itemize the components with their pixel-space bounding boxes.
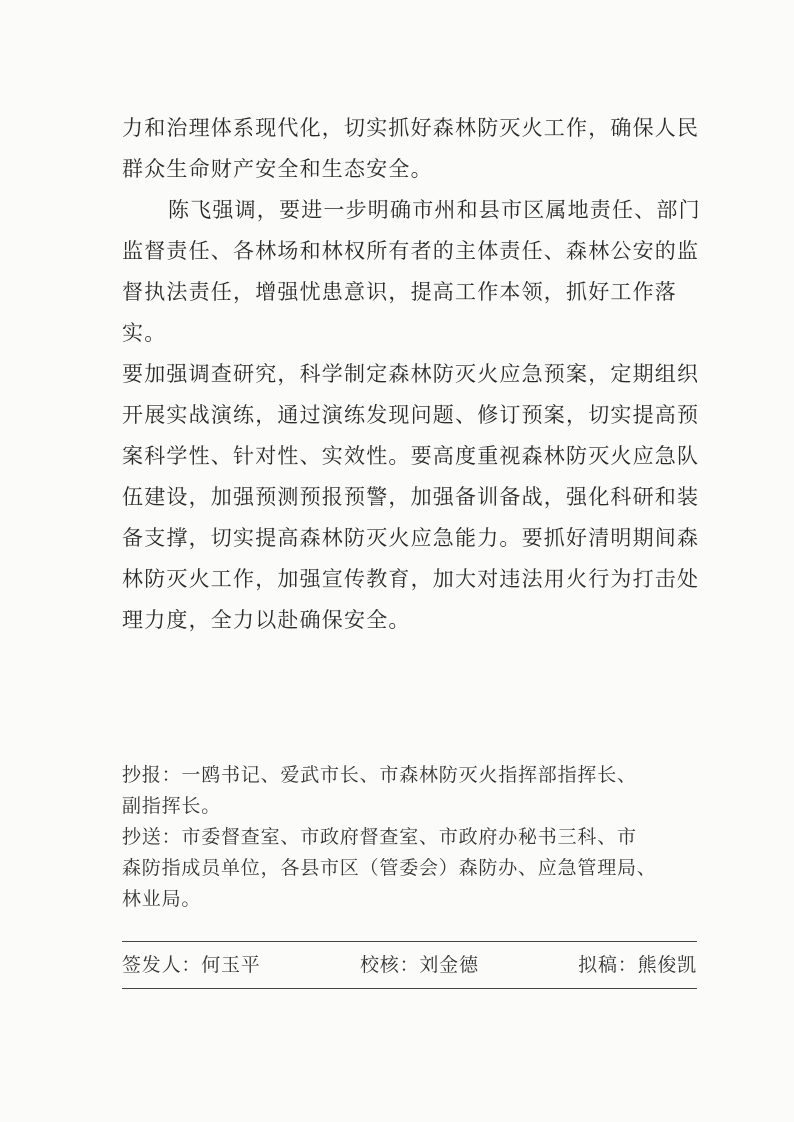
text-line: 督执法责任，增强忧患意识，提高工作本领，抓好工作落实。 — [122, 280, 677, 345]
footer-top-rule — [122, 941, 697, 942]
report-to — [122, 760, 712, 822]
issuer: 签发人：何玉平 — [122, 954, 261, 976]
text-line: 案科学性、针对性、实效性。要高度重视森林防灭火应急队 — [122, 444, 700, 468]
text-line: 林业局。 — [122, 888, 202, 910]
text-line: 副指挥长。 — [122, 795, 222, 817]
distribution-block — [122, 760, 712, 915]
text-line: 抄报：一鸥书记、爱武市长、市森林防灭火指挥部指挥长、 — [122, 764, 637, 786]
text-line: 监督责任、各林场和林权所有者的主体责任、森林公安的监 — [122, 239, 700, 263]
body-text — [122, 108, 702, 641]
text-line: 林防灭火工作，加强宣传教育，加大对违法用火行为打击处 — [122, 567, 700, 591]
footer-bottom-rule — [122, 988, 697, 989]
text-line: 群众生命财产安全和生态安全。 — [122, 157, 433, 181]
paragraph-1 — [122, 108, 702, 190]
text-line: 力和治理体系现代化，切实抓好森林防灭火工作，确保人民 — [122, 116, 700, 140]
checker: 校核：刘金德 — [359, 954, 479, 976]
send-to — [122, 822, 712, 915]
text-line: 陈飞强调，要进一步明确市州和县市区属地责任、部门 — [168, 198, 701, 222]
text-line: 备支撑，切实提高森林防灭火应急能力。要抓好清明期间森 — [122, 526, 700, 550]
text-line: 伍建设，加强预测预报预警，加强备训备战，强化科研和装 — [122, 485, 700, 509]
text-line: 要加强调查研究，科学制定森林防灭火应急预案，定期组织 — [122, 362, 700, 386]
paragraph-2 — [122, 190, 702, 641]
text-line: 森防指成员单位，各县市区（管委会）森防办、应急管理局、 — [122, 857, 657, 879]
text-line: 抄送：市委督查室、市政府督查室、市政府办秘书三科、市 — [122, 826, 637, 848]
drafter: 拟稿：熊俊凯 — [578, 954, 697, 976]
signoff-footer — [122, 950, 697, 980]
text-line: 理力度，全力以赴确保安全。 — [122, 608, 411, 632]
text-line: 开展实战演练，通过演练发现问题、修订预案，切实提高预 — [122, 403, 700, 427]
